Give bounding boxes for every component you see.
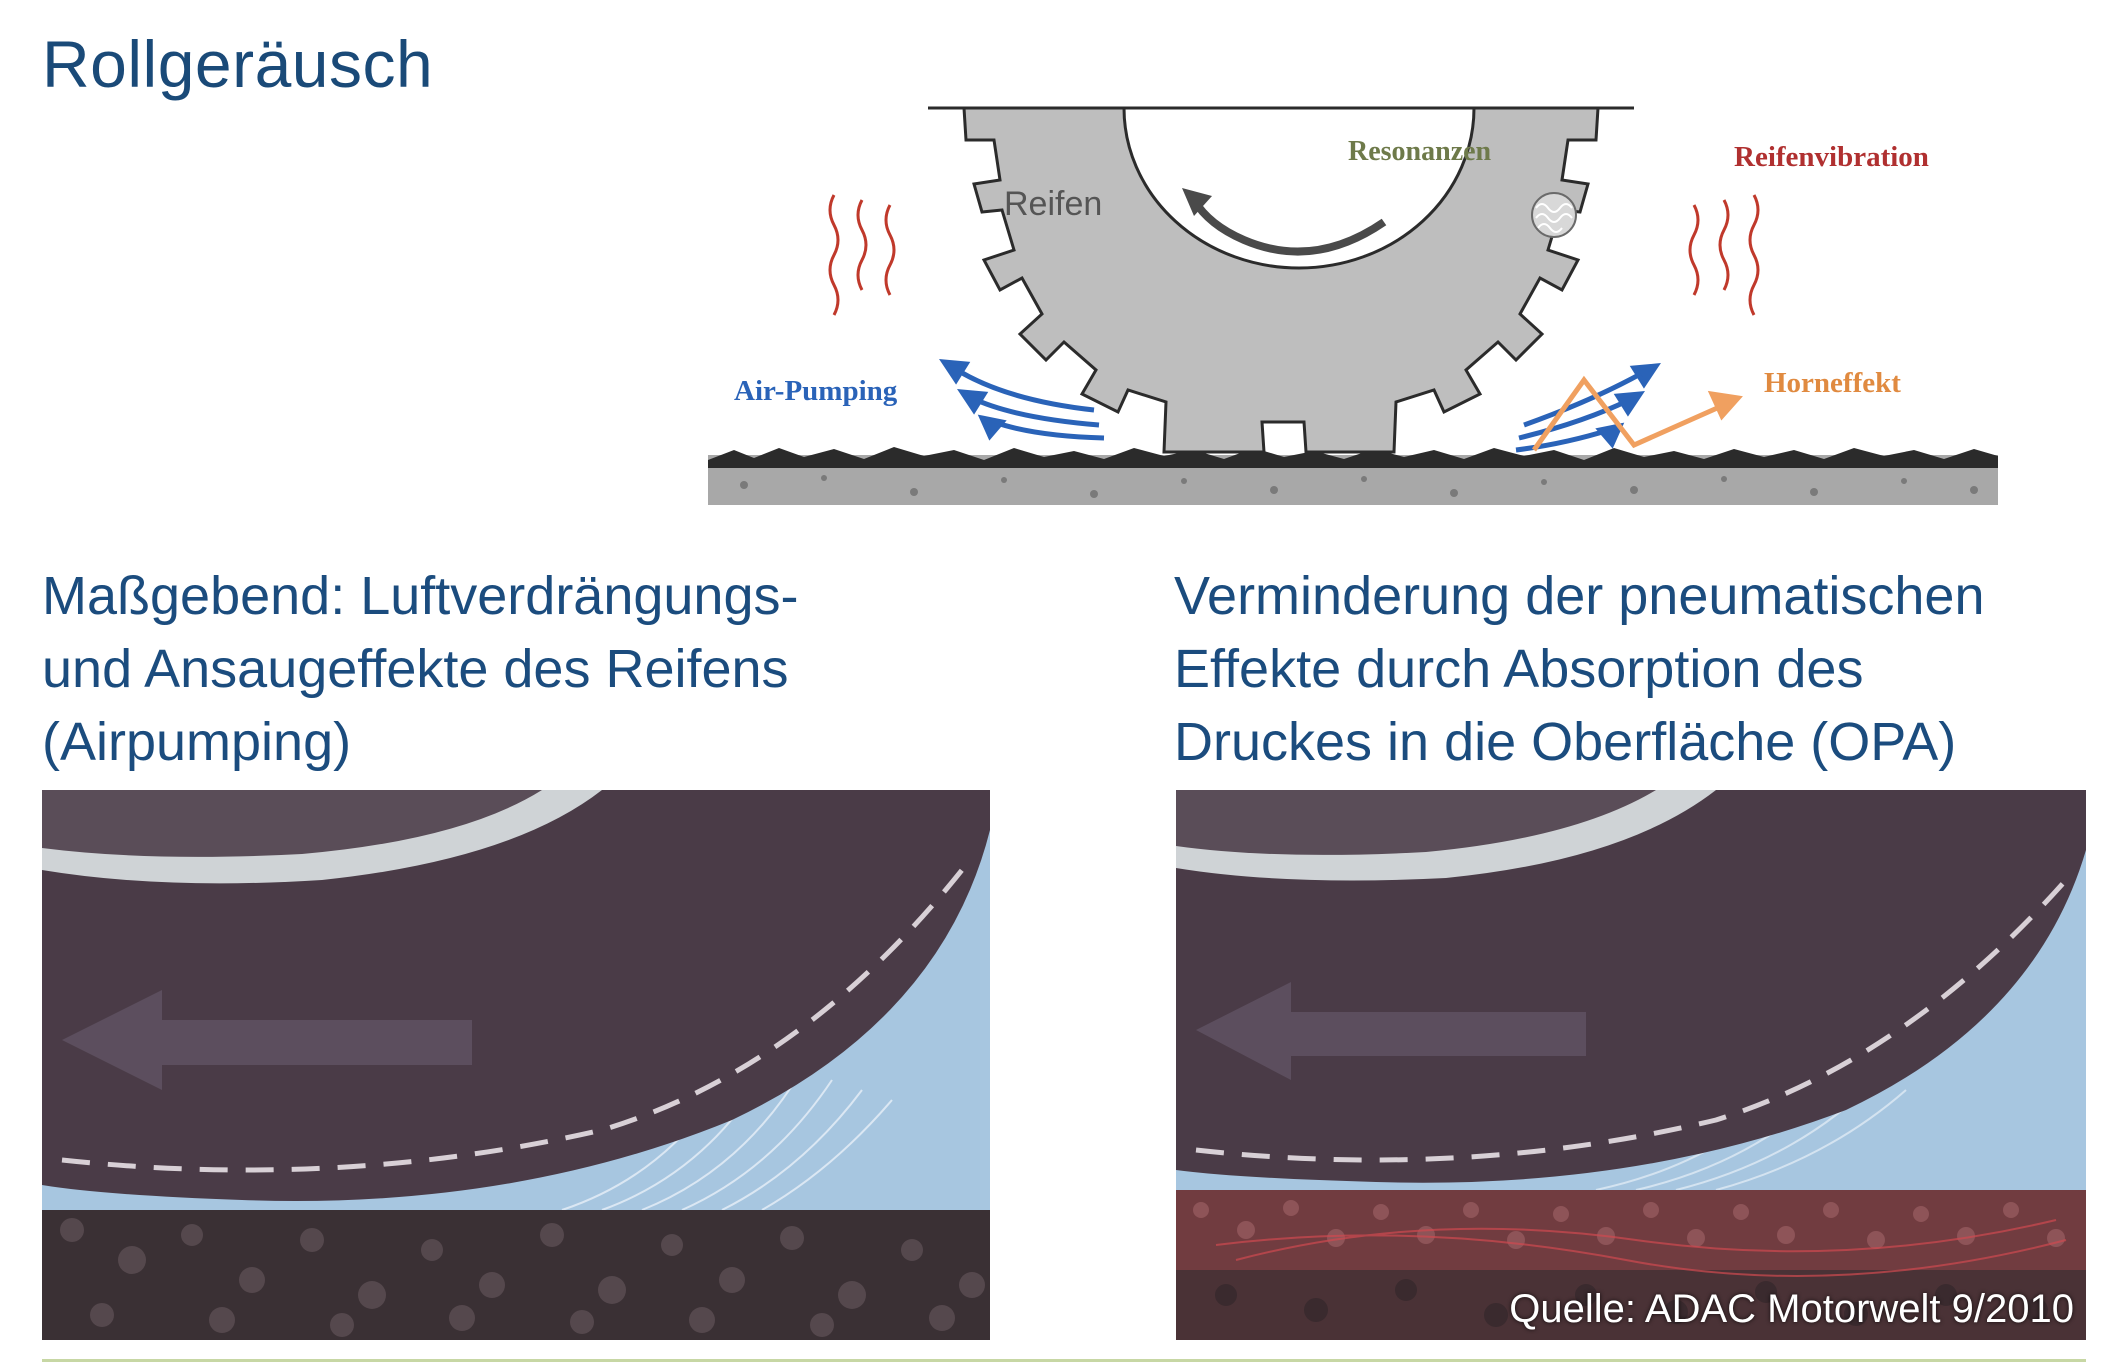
caption-airpumping — [42, 560, 1102, 779]
caption-line: Effekte durch Absorption des — [1174, 639, 1864, 699]
caption-opa — [1174, 560, 2094, 779]
bottom-divider — [42, 1359, 2086, 1362]
label-horn-effect: Horneffekt — [1764, 367, 1901, 399]
caption-line: und Ansaugeffekte des Reifens — [42, 639, 789, 699]
label-resonance: Resonanzen — [1348, 136, 1492, 167]
vibration-waves-right-icon — [1690, 195, 1758, 315]
resonance-mark-icon — [1532, 193, 1576, 237]
vibration-waves-left-icon — [830, 195, 894, 315]
photo-opa — [1176, 790, 2086, 1340]
label-air-pumping: Air-Pumping — [734, 375, 898, 407]
label-vibration: Reifenvibration — [1734, 141, 1929, 173]
label-tire: Reifen — [1004, 185, 1103, 223]
photo-airpumping — [42, 790, 990, 1340]
caption-line: Maßgebend: Luftverdrängungs- — [42, 566, 799, 626]
caption-line: (Airpumping) — [42, 712, 352, 772]
tire-noise-diagram — [704, 100, 2004, 510]
air-pumping-arrows-left-icon — [944, 362, 1104, 438]
slide-title: Rollgeräusch — [42, 27, 434, 101]
caption-line: Druckes in die Oberfläche (OPA) — [1174, 712, 1957, 772]
tire-airpumping-illustration-icon — [42, 790, 990, 1340]
tire-opa-illustration-icon — [1176, 790, 2086, 1340]
caption-line: Verminderung der pneumatischen — [1174, 566, 1985, 626]
road-surface — [708, 447, 1998, 505]
source-citation: Quelle: ADAC Motorwelt 9/2010 — [1509, 1287, 2074, 1331]
